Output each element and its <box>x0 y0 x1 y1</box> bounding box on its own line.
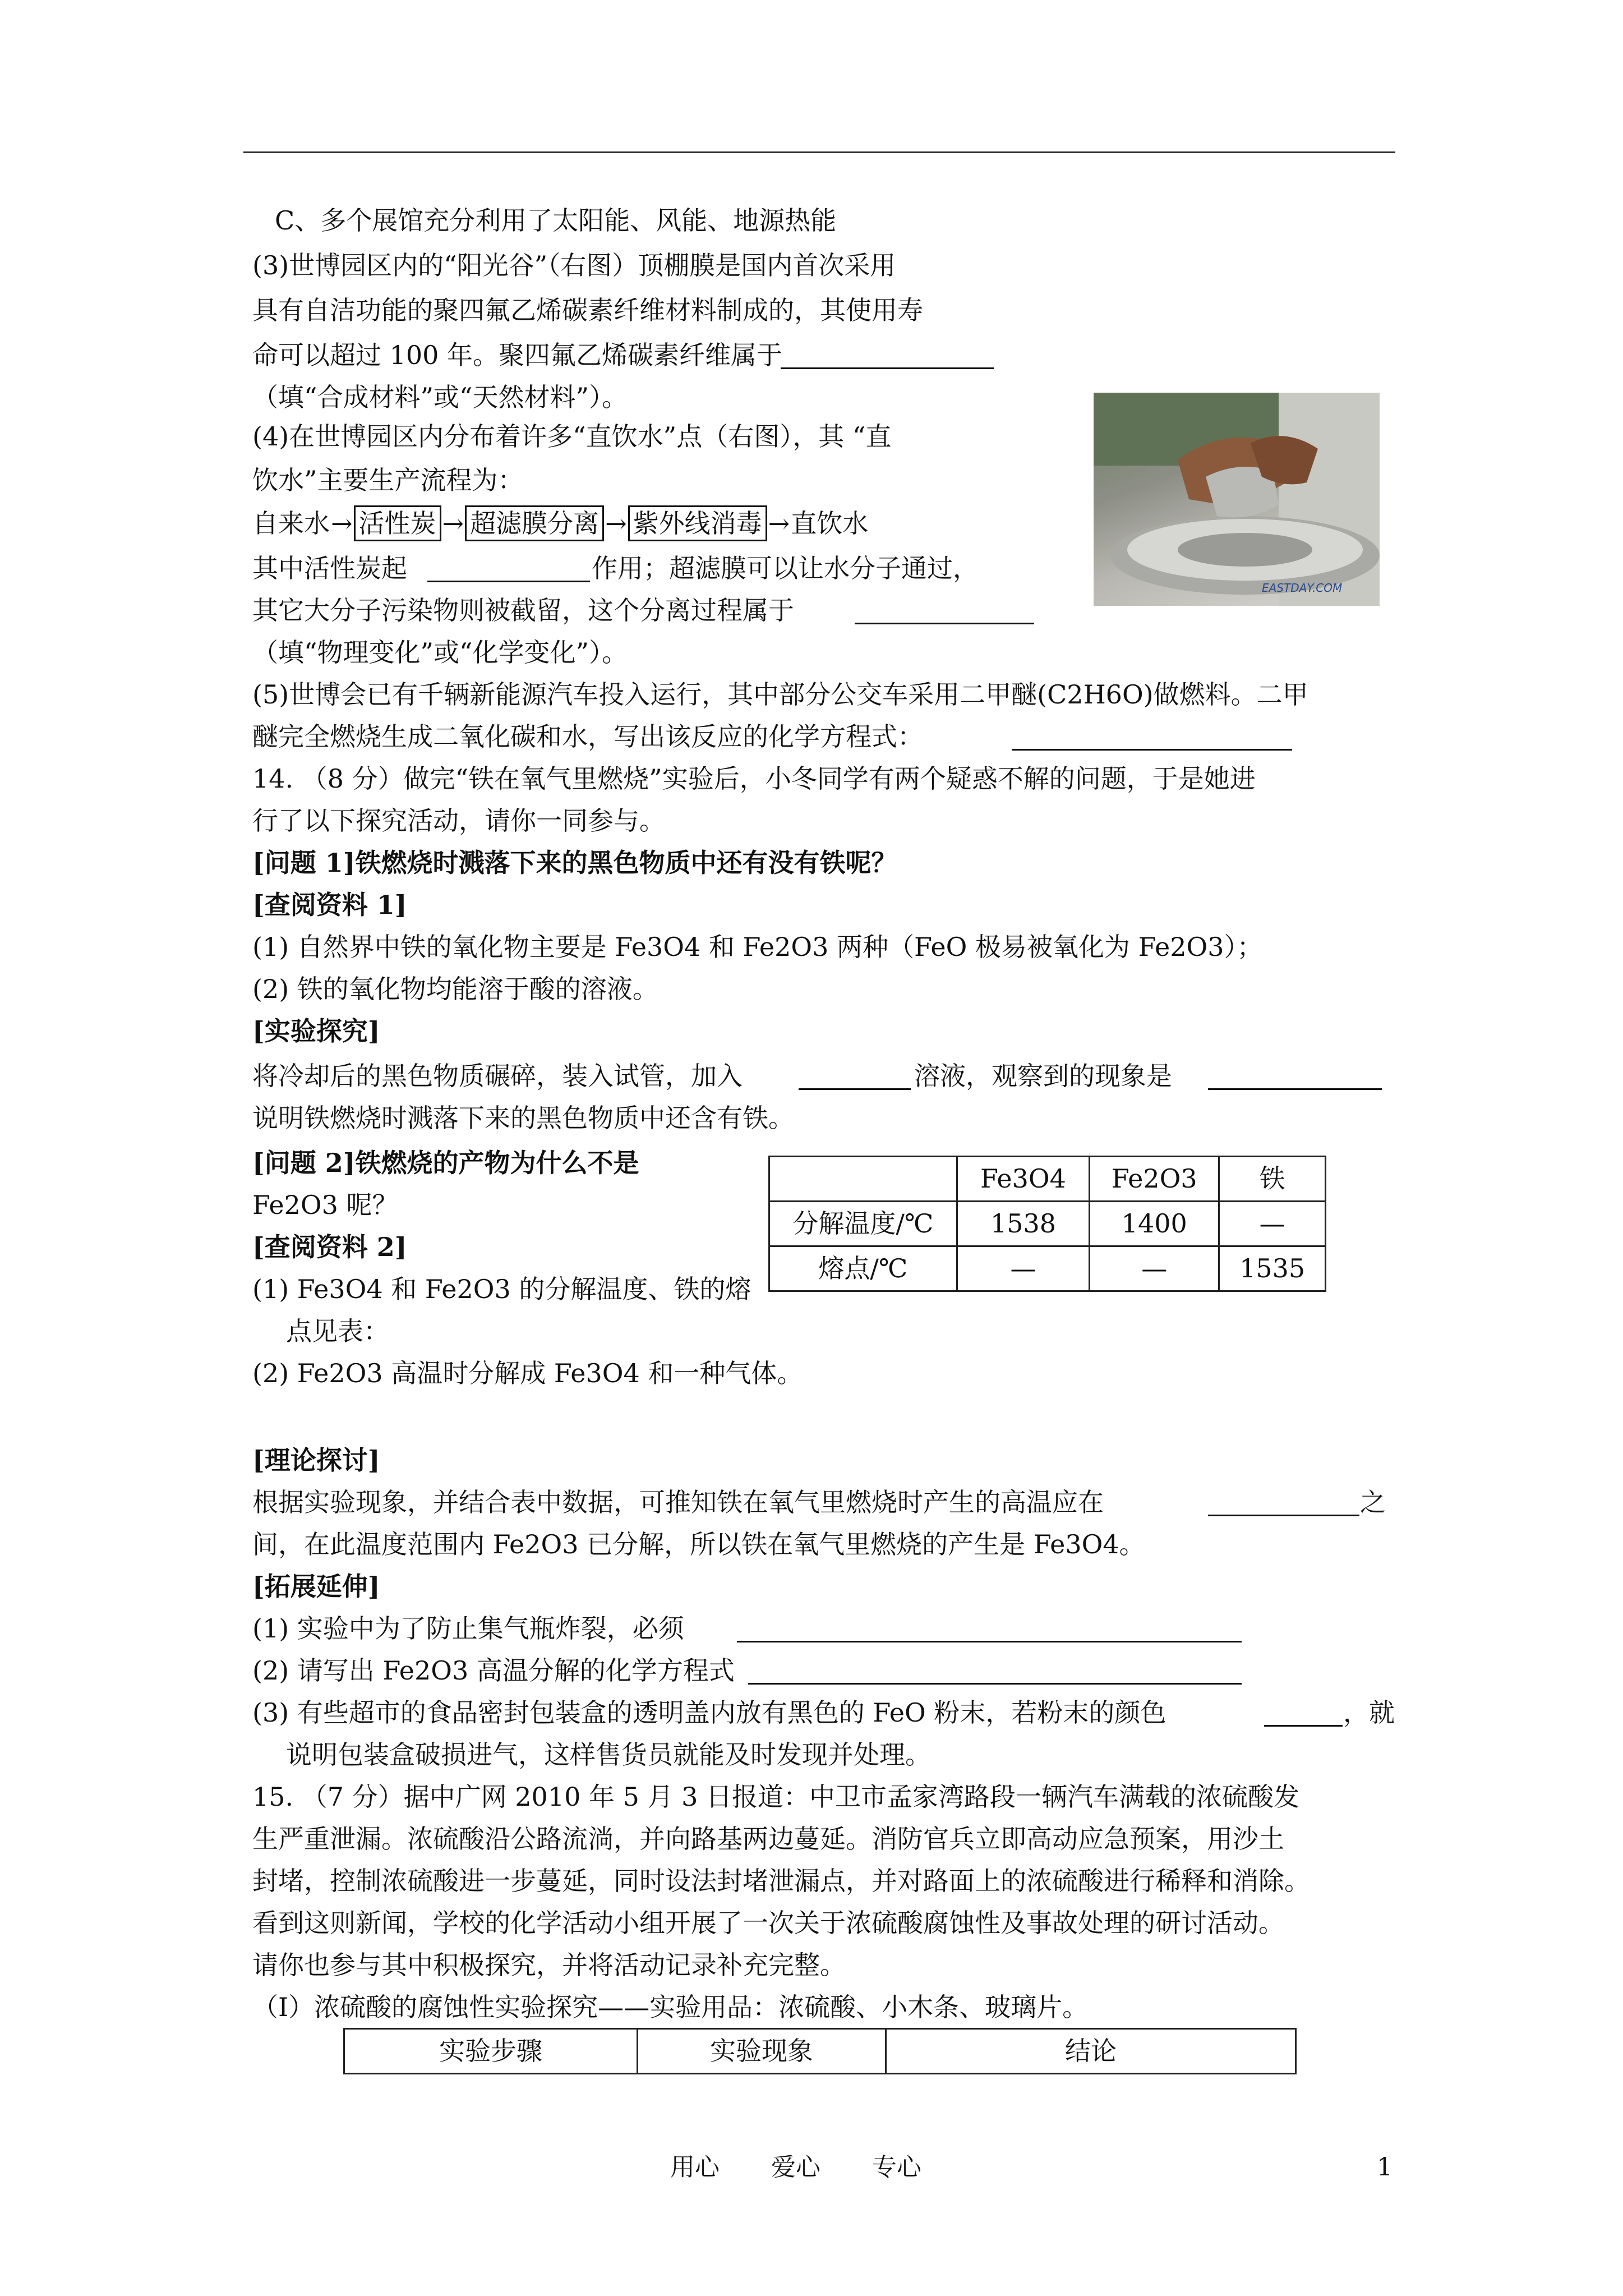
table-cell: Fe3O4 <box>957 1157 1089 1202</box>
text-line: （填“物理变化”或“化学变化”）。 <box>252 637 628 668</box>
answer-blank[interactable] <box>1264 1697 1343 1727</box>
colour-tail: ，就 <box>1343 1697 1395 1728</box>
drinking-fountain-photo <box>1094 393 1380 606</box>
table-cell: 分解温度/℃ <box>769 1202 957 1246</box>
text-line: (4)在世博园区内分布着许多“直饮水”点（右图），其 “直 <box>252 421 892 452</box>
text-line: [理论探讨] <box>252 1445 380 1475</box>
text-line: 说明铁燃烧时溅落下来的黑色物质中还含有铁。 <box>252 1103 794 1133</box>
table-row <box>344 2029 1296 2074</box>
text-line: 饮水”主要生产流程为： <box>252 465 524 495</box>
table-row <box>769 1246 1326 1291</box>
table-cell: 1538 <box>957 1202 1089 1246</box>
text-line: (1) Fe3O4 和 Fe2O3 的分解温度、铁的熔 <box>252 1274 751 1304</box>
table-cell: 熔点/℃ <box>769 1246 957 1291</box>
text-line: [查阅资料 2] <box>252 1232 407 1262</box>
table-cell: 结论 <box>886 2029 1296 2074</box>
footer-motto-3: 专心 <box>872 2153 921 2182</box>
text-line: 将冷却后的黑色物质碾碎，装入试管，加入 <box>252 1061 743 1091</box>
text-line: [问题 2]铁燃烧的产物为什么不是 <box>252 1148 639 1178</box>
table-cell: 铁 <box>1219 1157 1326 1202</box>
decomposition-table <box>768 1156 1326 1292</box>
answer-blank[interactable] <box>855 595 1034 624</box>
text-line: 点见表： <box>286 1316 389 1346</box>
text-line: 15. （7 分）据中广网 2010 年 5 月 3 日报道：中卫市孟家湾路段一辆汽车满载的浓硫酸发 <box>252 1782 1299 1812</box>
footer-motto-1: 用心 <box>670 2153 720 2182</box>
text-line: Fe2O3 呢？ <box>252 1190 398 1220</box>
table-row <box>769 1157 1326 1202</box>
text-line: [实验探究] <box>252 1016 380 1046</box>
table-cell: 1400 <box>1090 1202 1219 1246</box>
flow-start: 自来水 <box>252 508 330 539</box>
table-cell: Fe2O3 <box>1090 1157 1219 1202</box>
text-line: 请你也参与其中积极探究，并将活动记录补充完整。 <box>252 1950 846 1980</box>
table-cell: 1535 <box>1219 1246 1326 1291</box>
carbon-role-tail: 作用；超滤膜可以让水分子通过， <box>592 553 979 583</box>
text-line: (2) Fe2O3 高温时分解成 Fe3O4 和一种气体。 <box>252 1358 803 1388</box>
text-line: (1) 自然界中铁的氧化物主要是 Fe3O4 和 Fe2O3 两种（FeO 极易被氧化为 Fe2O3）； <box>252 932 1263 962</box>
text-line: (3) 有些超市的食品密封包装盒的透明盖内放有黑色的 FeO 粉末，若粉末的颜色 <box>252 1697 1166 1728</box>
text-line: C、多个展馆充分利用了太阳能、风能、地源热能 <box>275 205 837 236</box>
text-line: (2) 铁的氧化物均能溶于酸的溶液。 <box>252 974 658 1004</box>
text-line: (2) 请写出 Fe2O3 高温分解的化学方程式 <box>252 1655 735 1686</box>
text-line: （I）浓硫酸的腐蚀性实验探究——实验用品：浓硫酸、小木条、玻璃片。 <box>252 1992 1089 2022</box>
arrow-icon: → <box>605 508 627 539</box>
text-line: 间，在此温度范围内 Fe2O3 已分解，所以铁在氧气里燃烧的产生是 Fe3O4。 <box>252 1529 1145 1559</box>
table-cell: — <box>1090 1246 1219 1291</box>
text-line: (3)世博园区内的“阳光谷”（右图）顶棚膜是国内首次采用 <box>252 250 896 280</box>
table-cell: 实验现象 <box>638 2029 886 2074</box>
text-line: 14. （8 分）做完“铁在氧气里燃烧”实验后，小冬同学有两个疑惑不解的问题，于是她进 <box>252 763 1256 794</box>
table-cell: — <box>1219 1202 1326 1246</box>
table-cell: 实验步骤 <box>344 2029 638 2074</box>
answer-blank[interactable] <box>748 1655 1242 1685</box>
answer-blank[interactable] <box>781 339 994 369</box>
text-line: 其中活性炭起 <box>252 553 407 583</box>
range-end-tail: 之 <box>1360 1487 1386 1517</box>
fountain-image <box>1094 393 1380 606</box>
flow-step-1: 活性炭 <box>354 505 441 541</box>
experiment-table <box>343 2028 1297 2074</box>
text-line: (1) 实验中为了防止集气瓶炸裂，必须 <box>252 1613 684 1644</box>
arrow-icon: → <box>331 508 353 539</box>
text-line: 命可以超过 100 年。聚四氟乙烯碳素纤维属于 <box>252 340 783 370</box>
answer-blank[interactable] <box>737 1613 1242 1642</box>
page-number: 1 <box>1377 2153 1393 2182</box>
header-rule <box>243 151 1395 153</box>
flow-step-3: 紫外线消毒 <box>628 505 767 541</box>
text-line: 行了以下探究活动，请你一同参与。 <box>252 806 665 836</box>
text-line: 醚完全燃烧生成二氧化碳和水，写出该反应的化学方程式： <box>252 721 923 752</box>
text-line: 生严重泄漏。浓硫酸沿公路流淌，并向路基两边蔓延。消防官兵立即高动应急预案，用沙土 <box>252 1824 1284 1854</box>
text-line: (5)世博会已有千辆新能源汽车投入运行，其中部分公交车采用二甲醚(C2H6O)做燃料。二甲 <box>252 679 1308 710</box>
text-line: 说明包装盒破损进气，这样售货员就能及时发现并处理。 <box>286 1740 931 1770</box>
photo-caption: EASTDAY.COM <box>1262 581 1343 595</box>
table-cell: — <box>957 1246 1089 1291</box>
text-line: [查阅资料 1] <box>252 890 407 920</box>
text-line: 其它大分子污染物则被截留，这个分离过程属于 <box>252 595 794 625</box>
answer-blank[interactable] <box>427 553 590 582</box>
flow-step-2: 超滤膜分离 <box>465 505 604 541</box>
answer-blank[interactable] <box>1208 1487 1359 1516</box>
text-line: 封堵，控制浓硫酸进一步蔓延，同时设法封堵泄漏点，并对路面上的浓硫酸进行稀释和消除。 <box>252 1866 1310 1896</box>
answer-blank[interactable] <box>1208 1060 1382 1090</box>
arrow-icon: → <box>442 508 464 539</box>
observe-tail: 溶液，观察到的现象是 <box>914 1061 1172 1091</box>
text-line: 看到这则新闻，学校的化学活动小组开展了一次关于浓硫酸腐蚀性及事故处理的研讨活动。 <box>252 1908 1284 1938</box>
text-line: 根据实验现象，并结合表中数据，可推知铁在氧气里燃烧时产生的高温应在 <box>252 1487 1104 1517</box>
table-cell <box>769 1157 957 1202</box>
answer-blank[interactable] <box>799 1060 911 1090</box>
table-row <box>769 1202 1326 1246</box>
text-line: [问题 1]铁燃烧时溅落下来的黑色物质中还有没有铁呢？ <box>252 848 897 878</box>
flow-end: 直饮水 <box>791 508 869 539</box>
text-line: （填“合成材料”或“天然材料”）。 <box>252 382 628 412</box>
answer-blank[interactable] <box>1012 721 1292 751</box>
text-line: [拓展延伸] <box>252 1571 380 1602</box>
water-flow <box>252 502 868 545</box>
arrow-icon: → <box>768 508 790 539</box>
footer-motto-2: 爱心 <box>771 2153 820 2182</box>
text-line: 具有自洁功能的聚四氟乙烯碳素纤维材料制成的，其使用寿 <box>252 295 923 325</box>
